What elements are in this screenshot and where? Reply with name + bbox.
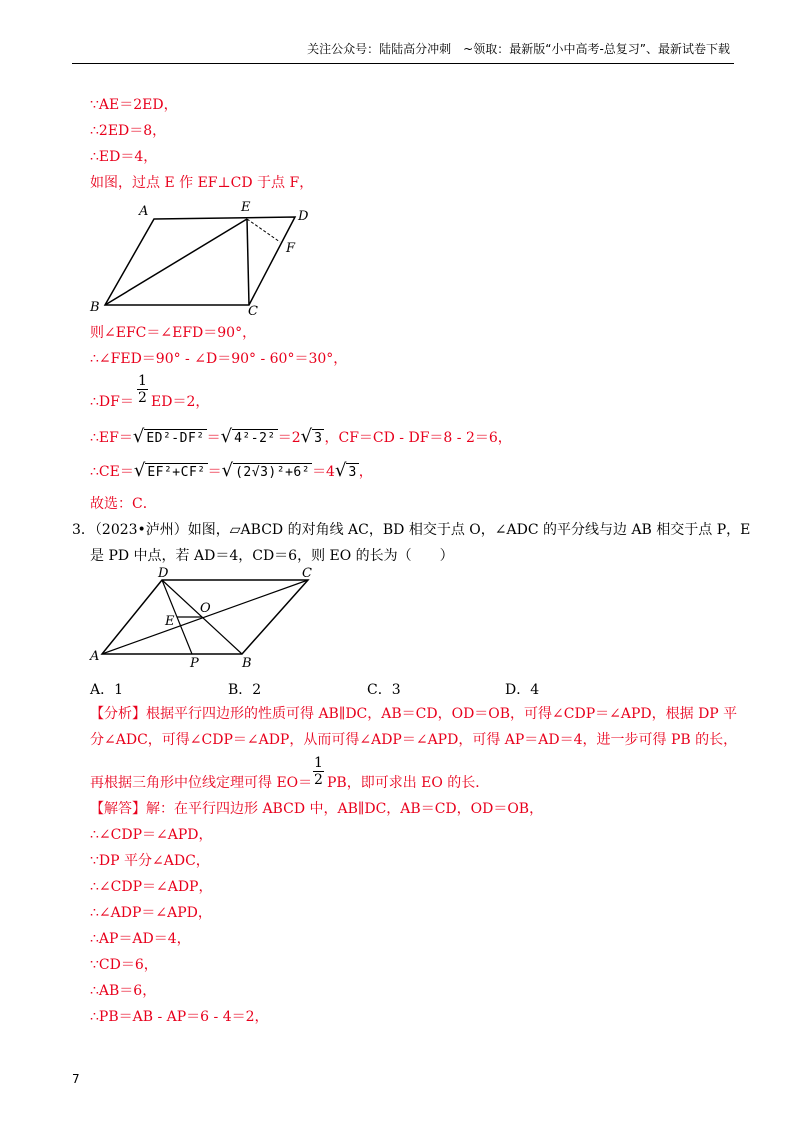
choice-c: C．3: [367, 682, 401, 698]
fraction-half-analysis: [313, 756, 324, 787]
radicand-ef-1: ED²-DF²: [146, 431, 205, 446]
analysis-line-2: 分∠ADC，可得∠CDP＝∠ADP，从而可得∠ADP＝∠APD，可得 AP＝AD＝4，进一步可得 PB 的长，: [90, 732, 738, 748]
label-a: A: [90, 649, 100, 664]
radicand-ef-3: 3: [314, 431, 323, 446]
label-c: C: [248, 304, 258, 319]
ef-mid: ＝2: [277, 430, 301, 446]
radicand-ce-2: (2√3)²+6²: [235, 465, 311, 480]
figure-parallelogram-2: [88, 566, 328, 670]
choice-d: D．4: [505, 682, 540, 698]
solution-line: 如图，过点 E 作 EF⊥CD 于点 F，: [90, 175, 314, 191]
label-f: F: [286, 241, 296, 256]
ce-equals: ＝: [207, 464, 222, 480]
fraction-numerator: 1: [314, 755, 323, 771]
solution-3-line-5: ∴∠ADP＝∠APD，: [90, 905, 212, 921]
solution-line: ∴ED＝4，: [90, 149, 158, 165]
label-e: E: [241, 200, 251, 215]
answer-choice-line: 故选：C．: [90, 496, 157, 512]
solution-3-line-4: ∴∠CDP＝∠ADP，: [90, 879, 213, 895]
ef-comma: ，: [324, 430, 339, 446]
problem-3-line-1: 3．（2023•泸州）如图，▱ABCD 的对角线 AC，BD 相交于点 O，∠ADC 的平分线与边 AB 相交于点 P，E: [72, 522, 751, 538]
solution-line-df-suffix: ED＝2，: [151, 394, 210, 410]
label-c: C: [302, 566, 312, 581]
problem-3-line-2: 是 PD 中点，若 AD＝4，CD＝6，则 EO 的长为（ ）: [90, 548, 454, 564]
choice-b: B．2: [228, 682, 262, 698]
solution-line-ce: [90, 462, 373, 482]
radical-sign: √: [132, 426, 145, 447]
ce-mid: ＝4: [312, 464, 335, 480]
fraction-half: [137, 374, 148, 405]
solution-3-line-9: ∴PB＝AB - AP＝6 - 4＝2，: [90, 1009, 269, 1025]
solution-line: ∴2ED＝8，: [90, 123, 167, 139]
figure-parallelogram-1: [88, 198, 328, 320]
solution-3-line-2: ∴∠CDP＝∠APD，: [90, 827, 213, 843]
solution-line-df-prefix: ∴DF＝: [90, 394, 134, 410]
label-d: D: [158, 566, 169, 581]
label-o: O: [200, 601, 211, 616]
label-e: E: [165, 614, 175, 629]
label-p: P: [190, 656, 199, 670]
analysis-line-3-prefix: 再根据三角形中位线定理可得 EO＝: [90, 775, 313, 791]
solution-3-line-8: ∴AB＝6，: [90, 983, 157, 999]
label-d: D: [298, 209, 309, 224]
header-divider: [72, 63, 734, 64]
ce-prefix: ∴CE＝: [90, 464, 134, 480]
segment-ec: [247, 219, 249, 305]
radical-sign: √: [334, 460, 347, 481]
label-b: B: [242, 656, 252, 670]
solution-3-line-6: ∴AP＝AD＝4，: [90, 931, 191, 947]
segment-ef-dashed: [247, 219, 280, 242]
page-number: 7: [72, 1072, 80, 1086]
radicand-ce-1: EF²+CF²: [147, 465, 206, 480]
segment-eb: [105, 219, 247, 305]
solution-3-line-7: ∵CD＝6，: [90, 957, 158, 973]
analysis-line-3-suffix: PB，即可求出 EO 的长．: [327, 775, 490, 791]
parallelogram-abcd: [105, 217, 295, 305]
radical-sign: √: [221, 460, 234, 481]
solution-3-line-3: ∵DP 平分∠ADC，: [90, 853, 210, 869]
radical-sign: √: [300, 426, 313, 447]
solution-3-line-1: 【解答】解：在平行四边形 ABCD 中，AB∥DC，AB＝CD，OD＝OB，: [90, 801, 544, 817]
ef-prefix: ∴EF＝: [90, 430, 133, 446]
solution-line: ∵AE＝2ED，: [90, 97, 178, 113]
ce-suffix: ，: [358, 464, 373, 480]
solution-line: 则∠EFC＝∠EFD＝90°，: [90, 325, 257, 341]
fraction-denominator: 2: [314, 772, 323, 788]
cf-text: CF＝CD - DF＝8 - 2＝6，: [338, 430, 512, 446]
analysis-line-1: 【分析】根据平行四边形的性质可得 AB∥DC，AB＝CD，OD＝OB，可得∠CDP＝∠APD，根据 DP 平: [90, 706, 738, 722]
page-header: 关注公众号：陆陆高分冲刺 ~领取：最新版“小中高考-总复习”、最新试卷下载: [307, 42, 730, 56]
fraction-numerator: 1: [138, 373, 147, 389]
label-a: A: [139, 204, 149, 219]
radicand-ce-3: 3: [348, 465, 357, 480]
solution-line-ef: [90, 428, 512, 448]
radicand-ef-2: 4²-2²: [234, 431, 276, 446]
ef-equals: ＝: [206, 430, 221, 446]
fraction-denominator: 2: [138, 390, 147, 406]
radical-sign: √: [220, 426, 233, 447]
radical-sign: √: [133, 460, 146, 481]
solution-line: ∴∠FED＝90° - ∠D＝90° - 60°＝30°，: [90, 351, 348, 367]
label-b: B: [90, 300, 100, 315]
choice-a: A．1: [90, 682, 124, 698]
